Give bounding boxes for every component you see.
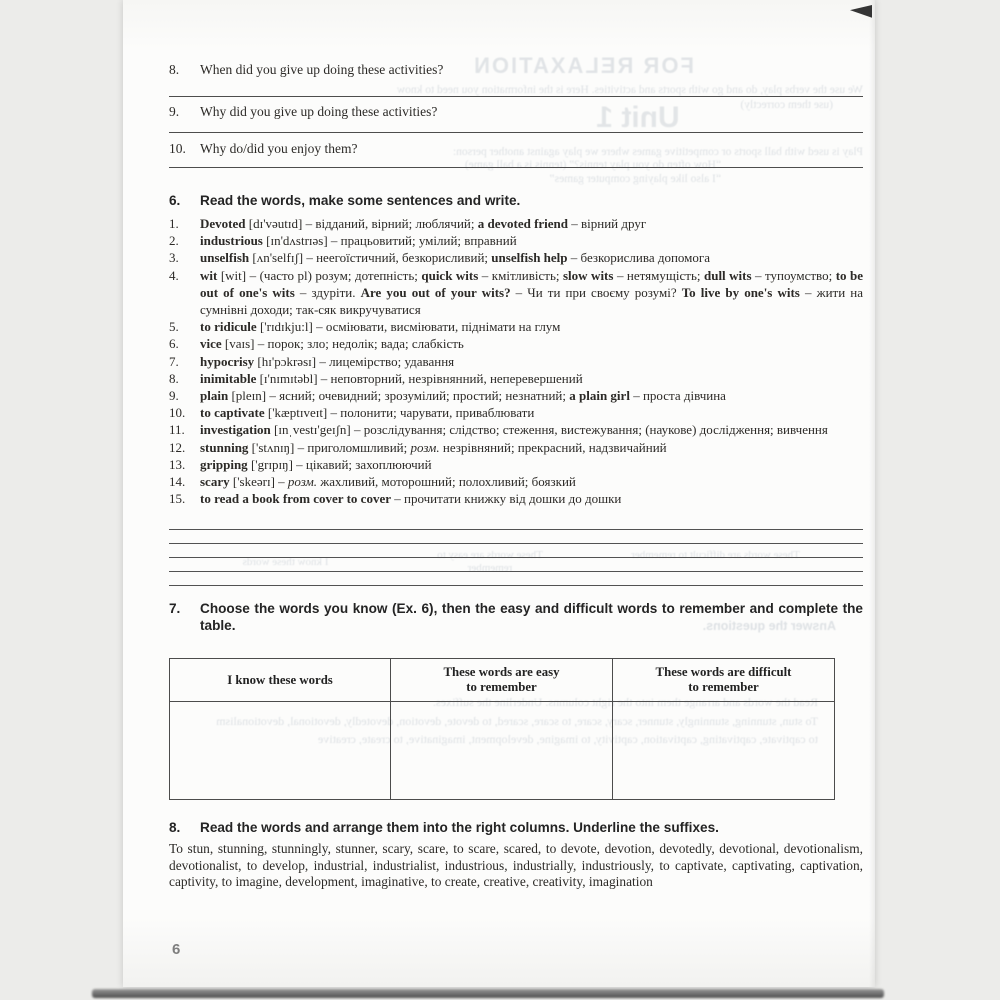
vocab-translation: – проста дівчина (629, 388, 726, 404)
vocab-item (169, 353, 863, 370)
vocab-item (169, 267, 863, 319)
vocab-item-number: 11. (169, 422, 185, 438)
vocab-translation: [ɪnˌvestɪ'geɪʃn] – розслідування; слідство; стеження, вистежування; (наукове) дослідження; вивчення (270, 422, 828, 438)
bleedthrough-text: Read the words and arrange them into the right columns. Underline the suffixes. (432, 695, 818, 709)
exercise-title: Choose the words you know (Ex. 6), then the easy and difficult words to remember and complete the table. (200, 601, 863, 633)
vocab-item-text (200, 249, 863, 266)
vocab-item (169, 404, 863, 421)
bleedthrough-text: Play is used with ball sports or competitive games where we play against another person: (452, 146, 863, 158)
vocab-item (169, 387, 863, 404)
vocab-item-number: 13. (169, 456, 186, 472)
vocab-translation: – прочитати книжку від дошки до дошки (390, 491, 622, 507)
bleedthrough-text: We use the verbs play, do and go with sports and activities. Here is the information you need to know (396, 84, 863, 96)
vocab-item-number: 3. (169, 250, 179, 266)
vocab-translation: [pleɪn] – ясний; очевидний; зрозумілий; простий; незнатний; (228, 388, 570, 404)
vocab-item-number: 7. (169, 353, 179, 369)
exercise-8-word-list: To stun, stunning, stunningly, stunner, scary, scare, to scare, scared, to devote, devotion, devotedly, devotional, devotionalism, devotionalist, to develop, industrial, industrialist, industrious, industrially, industriously, to captivate, captivating, captivation, captivity, to imagine, development, imaginative, to create, creative, creativity, imagination (169, 841, 863, 890)
vocab-translation: [ɪn'dʌstrɪəs] – працьовитий; умілий; вправний (262, 233, 517, 249)
vocab-term: to be out of one's wits (200, 267, 864, 300)
vocab-translation: – нетямущість; (613, 267, 704, 283)
table-header-easy (391, 659, 613, 702)
table-cell-know (170, 702, 391, 800)
vocab-term: Devoted (200, 216, 246, 231)
vocab-item-text (200, 387, 863, 404)
vocab-term: a devoted friend (477, 216, 569, 231)
vocab-item (169, 215, 863, 232)
vocab-translation: ['skeərɪ] – (229, 474, 288, 490)
vocab-item-number: 12. (169, 439, 186, 455)
vocab-item-text (200, 456, 863, 473)
vocab-term: industrious (200, 233, 263, 249)
exercise-title: Read the words and arrange them into the right columns. Underline the suffixes. (200, 820, 719, 835)
vocab-term: scary (200, 474, 230, 490)
vocab-translation: ['rɪdɪkju:l] – осміювати, висміювати, піднімати на глум (256, 319, 561, 335)
bleedthrough-unit-label: Unit 1 (596, 101, 680, 134)
vocab-term: plain (200, 388, 229, 404)
vocab-item-number: 10. (169, 405, 186, 421)
exercise-7-heading (169, 601, 863, 634)
vocab-item-text (200, 439, 863, 456)
vocab-translation: – здуріти. (294, 284, 361, 300)
vocab-translation: – кмітливість; (478, 267, 563, 283)
table-header-difficult (613, 659, 835, 702)
vocab-translation: – жити на сумнівні доходи; так-сяк викручуватися (200, 284, 863, 318)
vocab-translation: [ɪ'nɪmɪtəbl] – неповторний, незрівнянний, неперевершений (256, 370, 583, 386)
vocab-term: stunning (200, 439, 249, 455)
vocab-item-number: 4. (169, 267, 179, 283)
exercise-number: 8. (169, 820, 181, 835)
vocab-item-number: 8. (169, 370, 179, 386)
table-header-row (170, 659, 835, 702)
vocab-term: a plain girl (569, 388, 630, 404)
vocab-item (169, 421, 863, 438)
vocab-term: unselfish (200, 250, 250, 266)
vocab-term: gripping (200, 456, 248, 472)
bleedthrough-text: “How often do you play tennis?” (tennis is a ball game) (464, 159, 721, 171)
exercise-number: 6. (169, 193, 181, 208)
writing-line (169, 557, 863, 571)
question-text: When did you give up doing these activities? (200, 62, 444, 77)
vocab-term: unselfish help (491, 250, 568, 266)
bleedthrough-text: (use them correctly) (740, 99, 833, 111)
vocab-item-text (200, 215, 863, 232)
question-item (169, 141, 863, 157)
vocab-note: розм. (287, 474, 318, 490)
vocab-term: inimitable (200, 370, 257, 386)
table-cell-easy (391, 702, 613, 800)
vocab-item-number: 2. (169, 233, 179, 249)
vocab-item (169, 456, 863, 473)
vocab-item (169, 232, 863, 249)
vocab-term: wit (200, 267, 218, 283)
question-item (169, 62, 863, 78)
vocab-translation: – вірний друг (568, 216, 647, 231)
vocab-item-number: 9. (169, 388, 179, 404)
vocab-translation: – безкорислива допомога (567, 250, 711, 266)
vocab-item (169, 439, 863, 456)
answer-writing-line (169, 132, 863, 133)
question-number: 8. (169, 62, 180, 77)
vocab-item (169, 335, 863, 352)
vocab-translation: – Чи ти при своєму розумі? (510, 284, 682, 300)
vocab-term: dull wits (703, 267, 752, 283)
vocabulary-list (169, 215, 863, 507)
question-number: 10. (169, 141, 186, 156)
vocab-term: vice (200, 336, 222, 352)
vocab-term: to read a book from cover to cover (200, 491, 391, 507)
vocab-item-text (200, 404, 863, 421)
header-line: These words are easy (443, 665, 560, 679)
header-line: to remember (688, 680, 759, 694)
vocab-term: to captivate (200, 405, 265, 421)
exercise-6-heading (169, 193, 863, 210)
vocab-item-number: 15. (169, 491, 186, 507)
vocab-item-number: 5. (169, 319, 179, 335)
vocab-translation: незрівняний; прекрасний, надзвичайний (439, 439, 667, 455)
vocab-item-text (200, 370, 863, 387)
bleedthrough-text: These words are difficult to remember (631, 549, 800, 561)
vocab-translation: – тупоумство; (751, 267, 836, 283)
exercise-number: 7. (169, 601, 181, 616)
bleedthrough-text: To stun, stunning, stunningly, stunner, scary, scare, to scare, scared, to devote, devotion, devotedly, devotional, devotionalism (216, 714, 818, 728)
vocab-item-text (200, 335, 863, 352)
writing-line (169, 571, 863, 585)
words-table (169, 658, 835, 800)
bleedthrough-unit-title: FOR RELAXATION (472, 53, 694, 78)
writing-line (169, 529, 863, 543)
bleedthrough-text: “I also like playing computer games” (549, 173, 721, 185)
vocab-item-text (200, 232, 863, 249)
vocab-term: hypocrisy (200, 353, 255, 369)
exercise-title: Read the words, make some sentences and write. (200, 193, 521, 208)
vocab-item-text (200, 473, 863, 490)
header-line: These words are difficult (655, 665, 792, 679)
vocab-translation: [hɪ'pɔkrəsɪ] – лицемірство; удавання (254, 353, 455, 369)
vocab-term: To live by one's wits (681, 284, 800, 300)
question-number: 9. (169, 104, 180, 119)
vocab-note: розм. (410, 439, 440, 455)
book-edge-shadow (92, 989, 884, 998)
vocab-translation: жахливий, моторошний; полохливий; боязкий (317, 474, 576, 490)
vocab-term: Are you out of your wits? (360, 284, 511, 300)
vocab-item (169, 249, 863, 266)
vocab-translation: ['grɪpɪŋ] – цікавий; захоплюючий (247, 456, 432, 472)
vocab-item-text (200, 318, 863, 335)
writing-line (169, 543, 863, 557)
table-cell-difficult (613, 702, 835, 800)
vocab-item-number: 1. (169, 216, 179, 231)
table-body-row (170, 702, 835, 800)
exercise-8-heading (169, 820, 863, 837)
vocab-item (169, 473, 863, 490)
vocab-item (169, 370, 863, 387)
question-text: Why do/did you enjoy them? (200, 141, 358, 156)
vocab-term: quick wits (421, 267, 479, 283)
vocab-item-text (200, 353, 863, 370)
vocab-item-text (200, 490, 863, 507)
writing-lines-block (169, 529, 863, 599)
vocab-item-text (200, 421, 863, 438)
vocab-translation: ['kæptɪveɪt] – полонити; чарувати, приваблювати (264, 405, 535, 421)
writing-line (169, 585, 863, 599)
vocab-translation: [dɪ'vəutɪd] – відданий, вірний; люблячий; (245, 216, 478, 231)
vocab-item-number: 6. (169, 336, 179, 352)
table-header-know: I know these words (170, 659, 391, 702)
vocab-translation: ['stʌnɪŋ] – приголомшливий; (248, 439, 411, 455)
bleedthrough-text: I know these words (242, 556, 329, 568)
bleedthrough-text: to captivate, captivating, captivation, captivity, to imagine, development, imaginative, to create, creative (317, 732, 818, 746)
question-item (169, 104, 863, 120)
vocab-item (169, 490, 863, 507)
page-content (123, 0, 875, 987)
question-text: Why did you give up doing these activities? (200, 104, 438, 119)
vocab-item-text (200, 267, 863, 319)
vocab-item-number: 14. (169, 474, 186, 490)
vocab-translation: [wit] – (часто pl) розум; дотепність; (217, 267, 422, 283)
page-number: 6 (172, 941, 181, 958)
answer-writing-line (169, 96, 863, 97)
workbook-page (123, 0, 875, 987)
header-line: to remember (466, 680, 537, 694)
vocab-term: to ridicule (200, 319, 257, 335)
answer-writing-line (169, 167, 863, 168)
vocab-translation: [ʌn'selfɪʃ] – неегоїстичний, безкорисливий; (249, 250, 492, 266)
vocab-item (169, 318, 863, 335)
bleedthrough-text: These words are easy to remember (437, 549, 543, 575)
vocab-term: investigation (200, 422, 271, 438)
vocab-translation: [vaɪs] – порок; зло; недолік; вада; слабкість (221, 336, 464, 352)
vocab-term: slow wits (563, 267, 614, 283)
bleedthrough-text: Answer the questions. (702, 619, 836, 633)
